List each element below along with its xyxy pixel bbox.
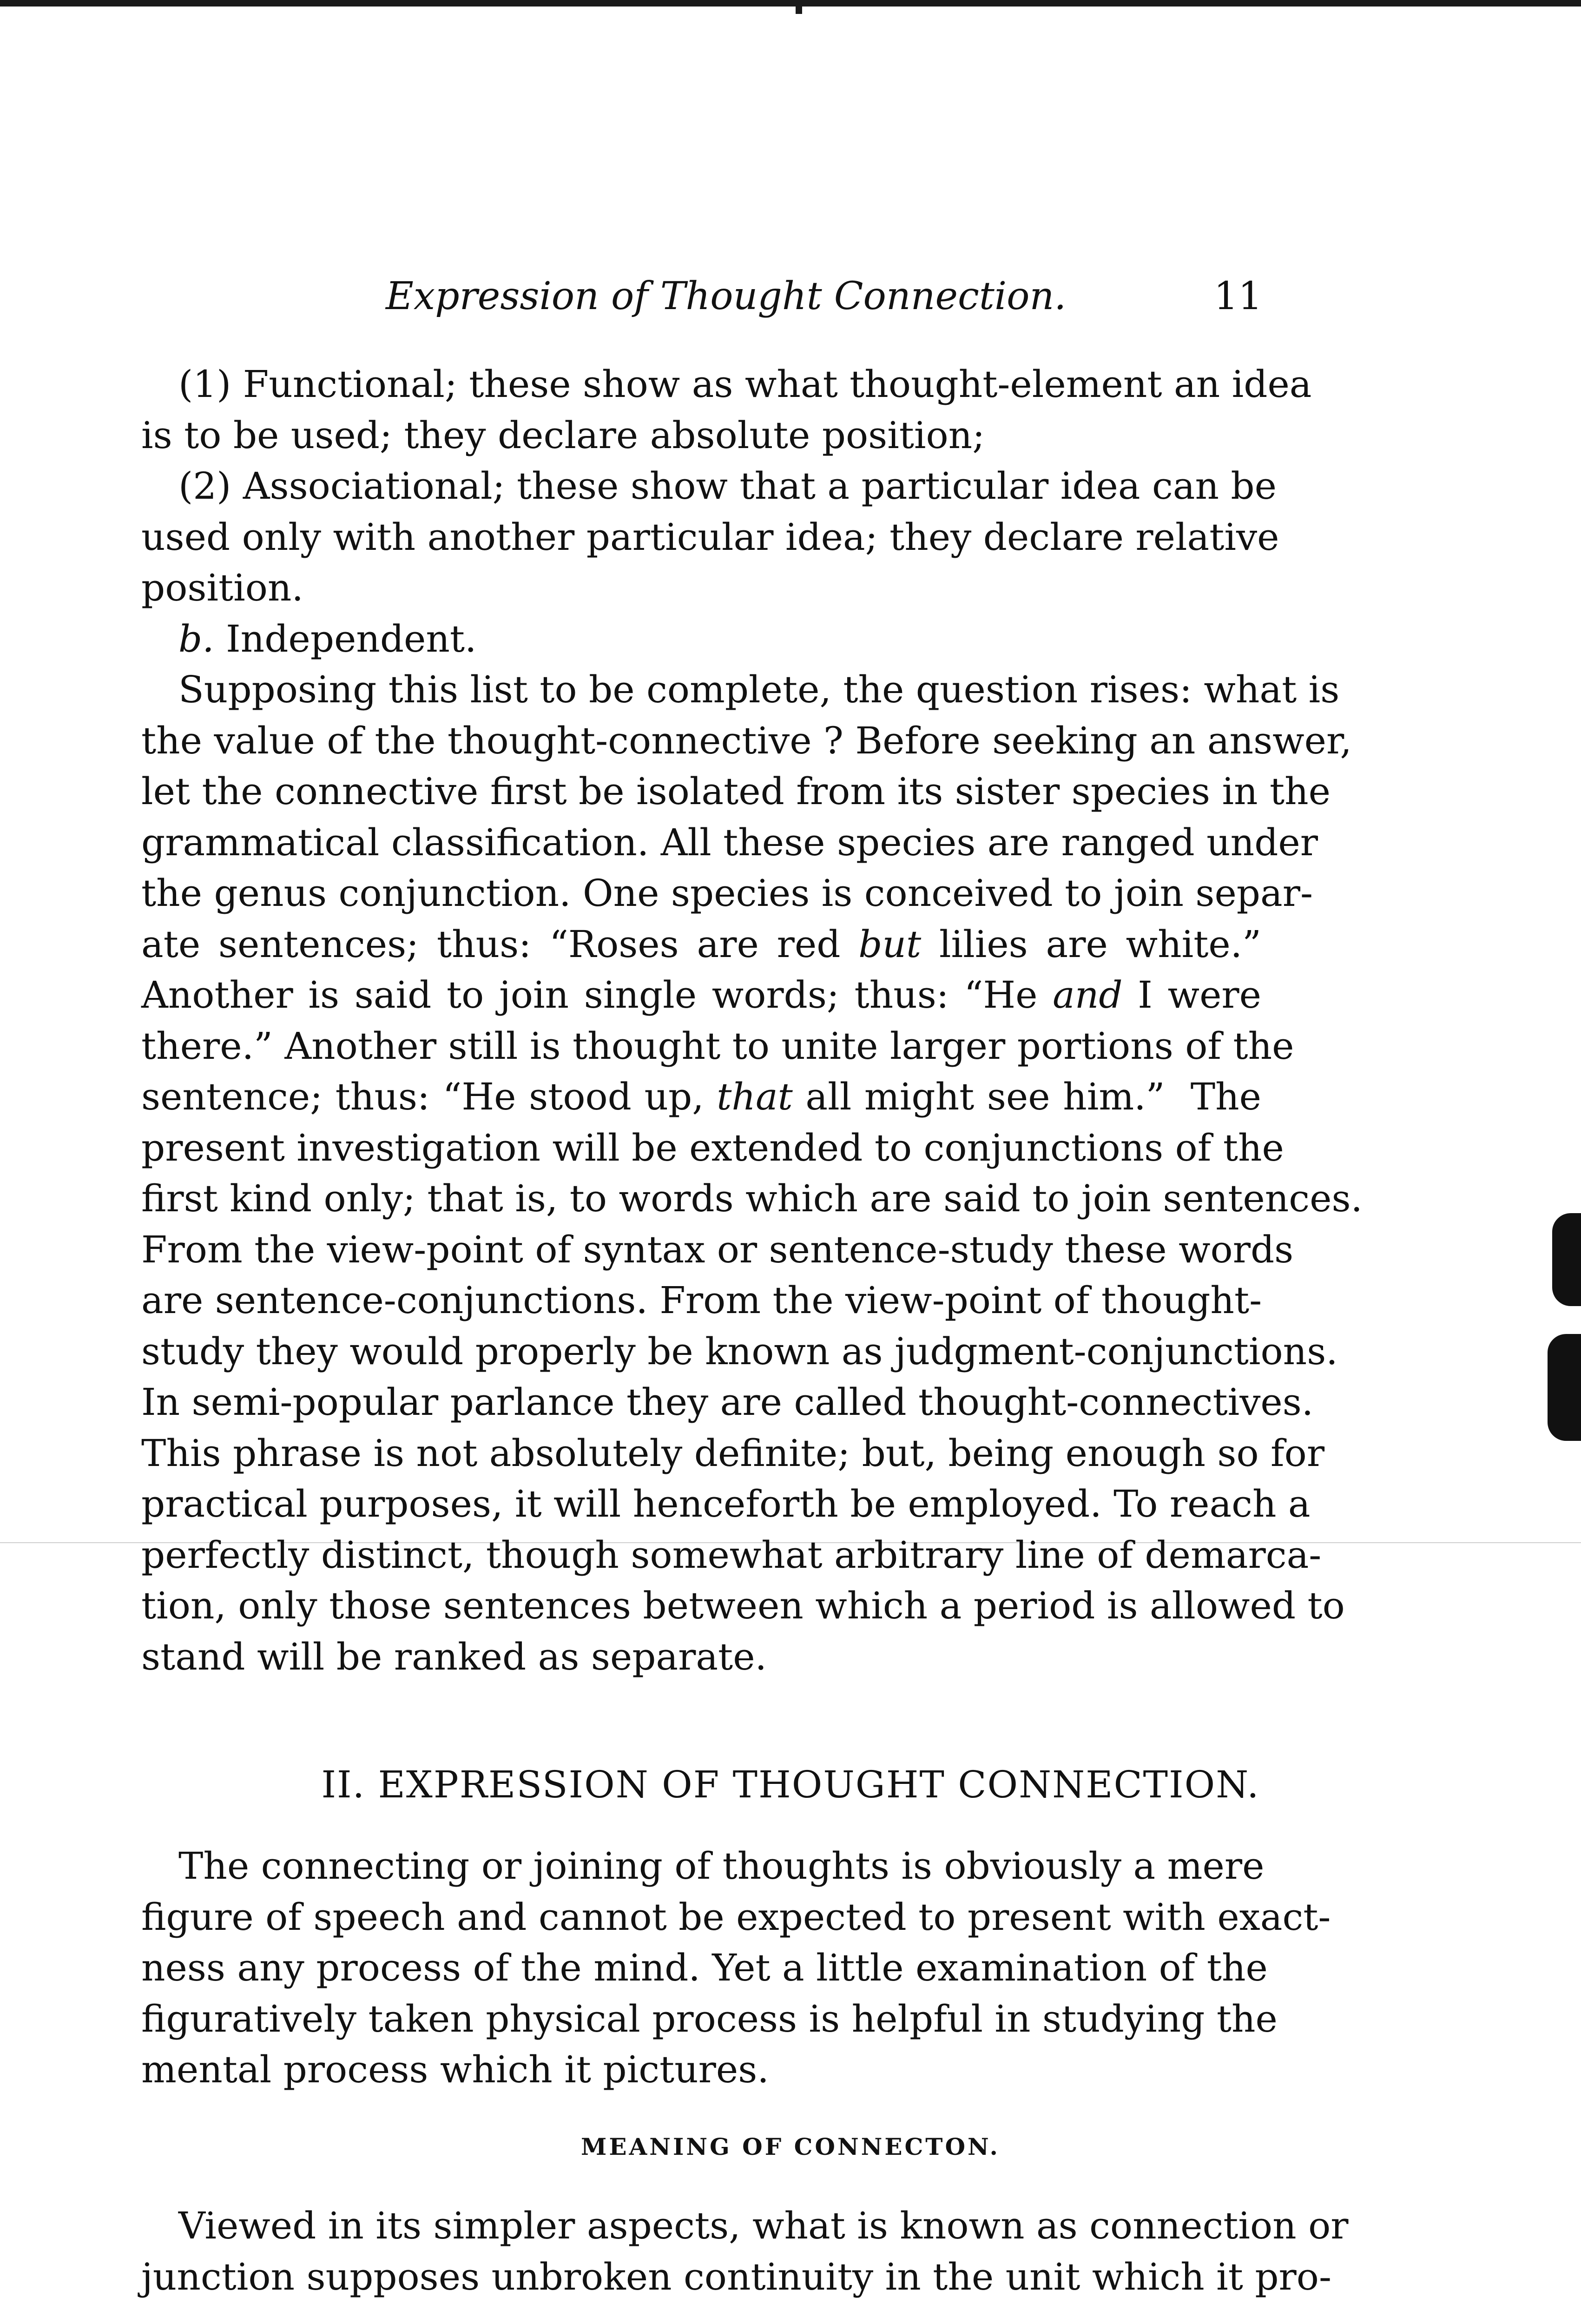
- text-line: (1) Functional; these show as what thought-element an idea: [178, 363, 1312, 406]
- section-body: [141, 1841, 1331, 2095]
- text-line: practical purposes, it will henceforth be employed. To reach a: [141, 1482, 1311, 1525]
- text-line: [141, 1071, 1261, 1122]
- text-line: stand will be ranked as separate.: [141, 1635, 767, 1678]
- paragraph: [141, 359, 1312, 461]
- text-line: used only with another particular idea; they declare relative: [141, 515, 1279, 559]
- list-text: Independent.: [214, 617, 477, 660]
- paragraph: [141, 614, 1261, 665]
- text-run: sentence; thus: “He stood up,: [141, 1075, 717, 1118]
- running-head: [0, 269, 1581, 324]
- text-line: Supposing this list to be complete, the question rises: what is: [178, 668, 1340, 711]
- text-line: figuratively taken physical process is helpful in studying the: [141, 1997, 1278, 2040]
- text-line: present investigation will be extended to conjunctions of the: [141, 1126, 1284, 1169]
- text-run: ate sentences; thus: “Roses are red: [141, 922, 859, 966]
- paragraph: [141, 2200, 1349, 2302]
- subsection-body: [141, 2200, 1349, 2302]
- text-line: the genus conjunction. One species is conceived to join separ-: [141, 872, 1313, 915]
- text-run: Another is said to join single words; thus: “He: [141, 973, 1053, 1017]
- text-line: study they would properly be known as judgment-conjunctions.: [141, 1329, 1338, 1373]
- text-line: perfectly distinct, though somewhat arbitrary line of demarca-: [141, 1533, 1322, 1577]
- emphasis: that: [717, 1075, 793, 1118]
- scan-edge-mark: [1548, 1334, 1581, 1441]
- paragraph: [141, 1841, 1331, 2095]
- text-line: (2) Associational; these show that a particular idea can be: [178, 464, 1277, 508]
- running-title: Expression of Thought Connection.: [386, 274, 1067, 318]
- section-heading: II. EXPRESSION OF THOUGHT CONNECTION.: [321, 1763, 1260, 1806]
- paragraph: [141, 664, 1363, 1682]
- text-line: position.: [141, 566, 303, 609]
- scan-top-mark: [796, 0, 802, 14]
- scan-edge-mark: [1552, 1213, 1581, 1306]
- text-line: are sentence-conjunctions. From the view-point of thought-: [141, 1279, 1262, 1322]
- text-line: [141, 919, 1261, 970]
- text-line: tion, only those sentences between which a period is allowed to: [141, 1584, 1345, 1627]
- text-line: This phrase is not absolutely definite; but, being enough so for: [141, 1431, 1325, 1475]
- text-line: [141, 614, 1261, 665]
- subsection-heading: MEANING OF CONNECTON.: [581, 2133, 1000, 2160]
- text-line: In semi-popular parlance they are called thought-connectives.: [141, 1380, 1314, 1424]
- text-line: there.” Another still is thought to unite larger portions of the: [141, 1024, 1294, 1068]
- text-line: ness any process of the mind. Yet a little examination of the: [141, 1946, 1268, 1989]
- text-line: first kind only; that is, to words which are said to join sentences.: [141, 1177, 1363, 1220]
- body-text: [141, 359, 1363, 1682]
- emphasis: and: [1053, 973, 1123, 1017]
- text-line: mental process which it pictures.: [141, 2048, 769, 2091]
- text-line: let the connective first be isolated from its sister species in the: [141, 770, 1331, 813]
- scan-top-edge: [0, 0, 1581, 7]
- page-number: 11: [1214, 274, 1263, 318]
- text-line: Viewed in its simpler aspects, what is known as connection or: [178, 2204, 1349, 2247]
- text-run: all might see him.” The: [792, 1075, 1261, 1118]
- text-line: the value of the thought-connective ? Before seeking an answer,: [141, 719, 1352, 762]
- text-line: From the view-point of syntax or sentence-study these words: [141, 1228, 1294, 1271]
- text-line: junction supposes unbroken continuity in the unit which it pro-: [141, 2255, 1331, 2298]
- text-line: The connecting or joining of thoughts is obviously a mere: [178, 1844, 1265, 1888]
- text-line: grammatical classification. All these species are ranged under: [141, 820, 1318, 864]
- text-line: [141, 970, 1261, 1021]
- text-run: lilies are white.”: [921, 922, 1262, 966]
- emphasis: but: [858, 922, 922, 966]
- text-run: I were: [1122, 973, 1262, 1017]
- text-line: figure of speech and cannot be expected to present with exact-: [141, 1895, 1331, 1939]
- paragraph: [141, 461, 1279, 614]
- text-line: is to be used; they declare absolute position;: [141, 413, 985, 457]
- list-label: b.: [178, 617, 214, 660]
